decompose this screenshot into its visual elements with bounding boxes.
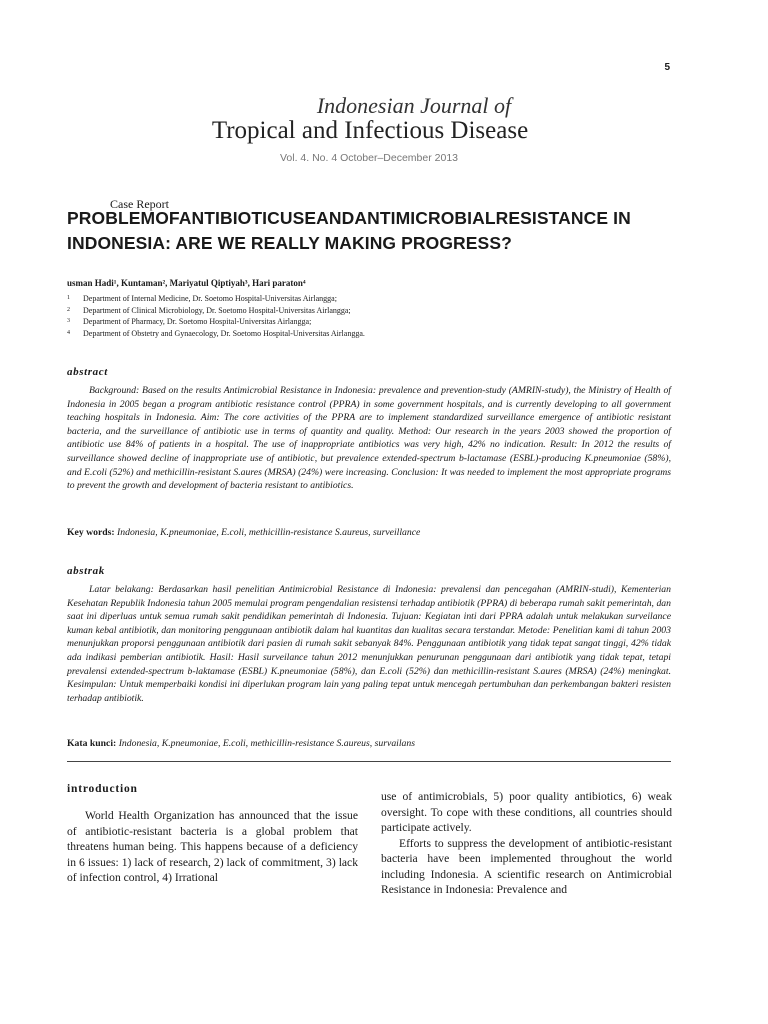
abstract-heading: abstract [67, 366, 108, 378]
article-title: PROBLEMOFANTIBIOTICUSEANDANTIMICROBIALRESISTANCE IN INDONESIA: ARE WE REALLY MAKING PROGRESS? [67, 208, 631, 253]
section-divider [67, 761, 671, 762]
article-type: Case Report [110, 197, 169, 211]
affiliation-text: Department of Pharmacy, Dr. Soetomo Hospital-Universitas Airlangga; [83, 317, 312, 327]
page-number: 5 [664, 62, 670, 73]
left-column [67, 808, 358, 886]
abstrak-heading: abstrak [67, 565, 105, 577]
abstract-body: Background: Based on the results Antimicrobial Resistance in Indonesia: prevalence and prevention-study (AMRIN-study), the Ministry of Health of Indonesia in 2005 began a program antibiotic resistance control (PPRA) in some government hospitals, and is currently developing to all government teaching hospitals in Indonesia. Aim: The core activities of the PPRA are to implement standardized surveillance emergence of antibiotic resistant bacteria, and the surveillance of antibiotic use in terms of quantity and quality. Method: Our research in the years 2003 showed the proportion of antibiotic use 84% of patients in a hospital. The use of inappropriate antibiotics was very high, 42% no indication. Result: In 2012 the results of surveillance showed decline of inappropriate use of antibiotic, but prevalence extended-spectrum b-lactamase (ESBL)-producing K.pneumoniae (58%), and E.coli (52%) and methicillin-resistant S.aures (MRSA) (24%) were increasing. Conclusion: It was needed to implement the most appropriate programs to prevent the growth and development of bacteria resistant to antibiotics. [67, 385, 671, 492]
affiliation-number: 1 [67, 295, 70, 301]
journal-name-line2: Tropical and Infectious Disease [211, 117, 529, 144]
affiliation-number: 3 [67, 318, 70, 325]
keywords-label: Key words: [67, 527, 115, 538]
kata-kunci-text: Indonesia, K.pneumoniae, E.coli, methicillin-resistance S.aureus, survailans [118, 738, 416, 749]
right-column [381, 789, 672, 898]
abstrak-body: Latar belakang: Berdasarkan hasil penelitian Antimicrobial Resistance di Indonesia: prevalensi dan pencegahan (AMRIN-studi), Kementerian Kesehatan Republik Indonesia tahun 2005 memulai program pengendalian resistensi terhadap antibiotik (PPRA) di beberapa rumah sakit pemerintah, dan saat ini diperluas untuk semua rumah sakit pendidikan pemerintah di Indonesia. Tujuan: Kegiatan inti dari PPRA adalah untuk melakukan surveilance kuman kebal antibiotik, dan monitoring penggunaan antibiotik dalam hal kuantitas dan kualitas secara terstandar. Metode: Penelitian kami di tahun 2003 menunjukkan proporsi penggunaan antibiotik dari pasien di rumah sakit sebanyak 84%. Penggunaan antibiotik yang tidak tepat sangat tinggi, 42% tidak ada indikasi pemberian antibiotik. Hasil: Hasil surveilance tahun 2012 menunjukkan penurunan penggunaan dari antibiotik yang tidak tepat, tetapi prevalensi extended-spectrum b-laktamase (ESBL) K.pneumoniae (58%), dan E.coli (52%) dan methicillin-resistant S.aures (MRSA) (24%) meningkat. Kesimpulan: Untuk memperbaiki kondisi ini diperlukan program lain yang paling tepat untuk mencegah pertumbuhan dan perkembangan bakteri resisten terhadap antibiotik. [67, 584, 671, 704]
affiliation-list [67, 293, 365, 339]
intro-paragraph: World Health Organization has announced that the issue of antibiotic-resistant bacteria is a global problem that threatens human being. This happens because of a deficiency in 6 issues: 1) lack of research, 2) lack of commitment, 3) lack of infection control, 4) Irrational [67, 809, 358, 884]
affiliation-number: 4 [67, 329, 70, 336]
intro-paragraph: Efforts to suppress the development of antibiotic-resistant bacteria have been implemented throughout the world including Indonesia. A scientific research on Antimicrobial Resistance in Indonesia: Prevalence and [381, 836, 672, 896]
keywords-line [67, 527, 671, 538]
affiliation-item [67, 293, 365, 305]
journal-name-line1: Indonesian Journal of [316, 93, 512, 118]
affiliation-item [67, 316, 365, 328]
author-list: usman Hadi¹, Kuntaman², Mariyatul Qiptiyah³, Hari paraton⁴ [67, 278, 306, 288]
intro-paragraph-continued: use of antimicrobials, 5) poor quality antibiotics, 6) weak oversight. To cope with these conditions, all countries should participate actively. [381, 790, 672, 834]
affiliation-text: Department of Clinical Microbiology, Dr. Soetomo Hospital-Universitas Airlangga; [83, 305, 351, 315]
kata-kunci-line [67, 738, 671, 749]
affiliation-number: 2 [67, 306, 70, 313]
affiliation-item [67, 328, 365, 340]
affiliation-text: Department of Internal Medicine, Dr. Soetomo Hospital-Universitas Airlangga; [83, 294, 337, 303]
affiliation-item [67, 305, 365, 317]
journal-volume: Vol. 4. No. 4 October–December 2013 [279, 152, 459, 164]
keywords-text: Indonesia, K.pneumoniae, E.coli, methicillin-resistance S.aureus, surveillance [117, 527, 421, 538]
kata-kunci-label: Kata kunci: [67, 738, 117, 749]
introduction-heading: introduction [67, 783, 138, 795]
affiliation-text: Department of Obstetry and Gynaecology, Dr. Soetomo Hospital-Universitas Airlangga. [83, 328, 365, 338]
